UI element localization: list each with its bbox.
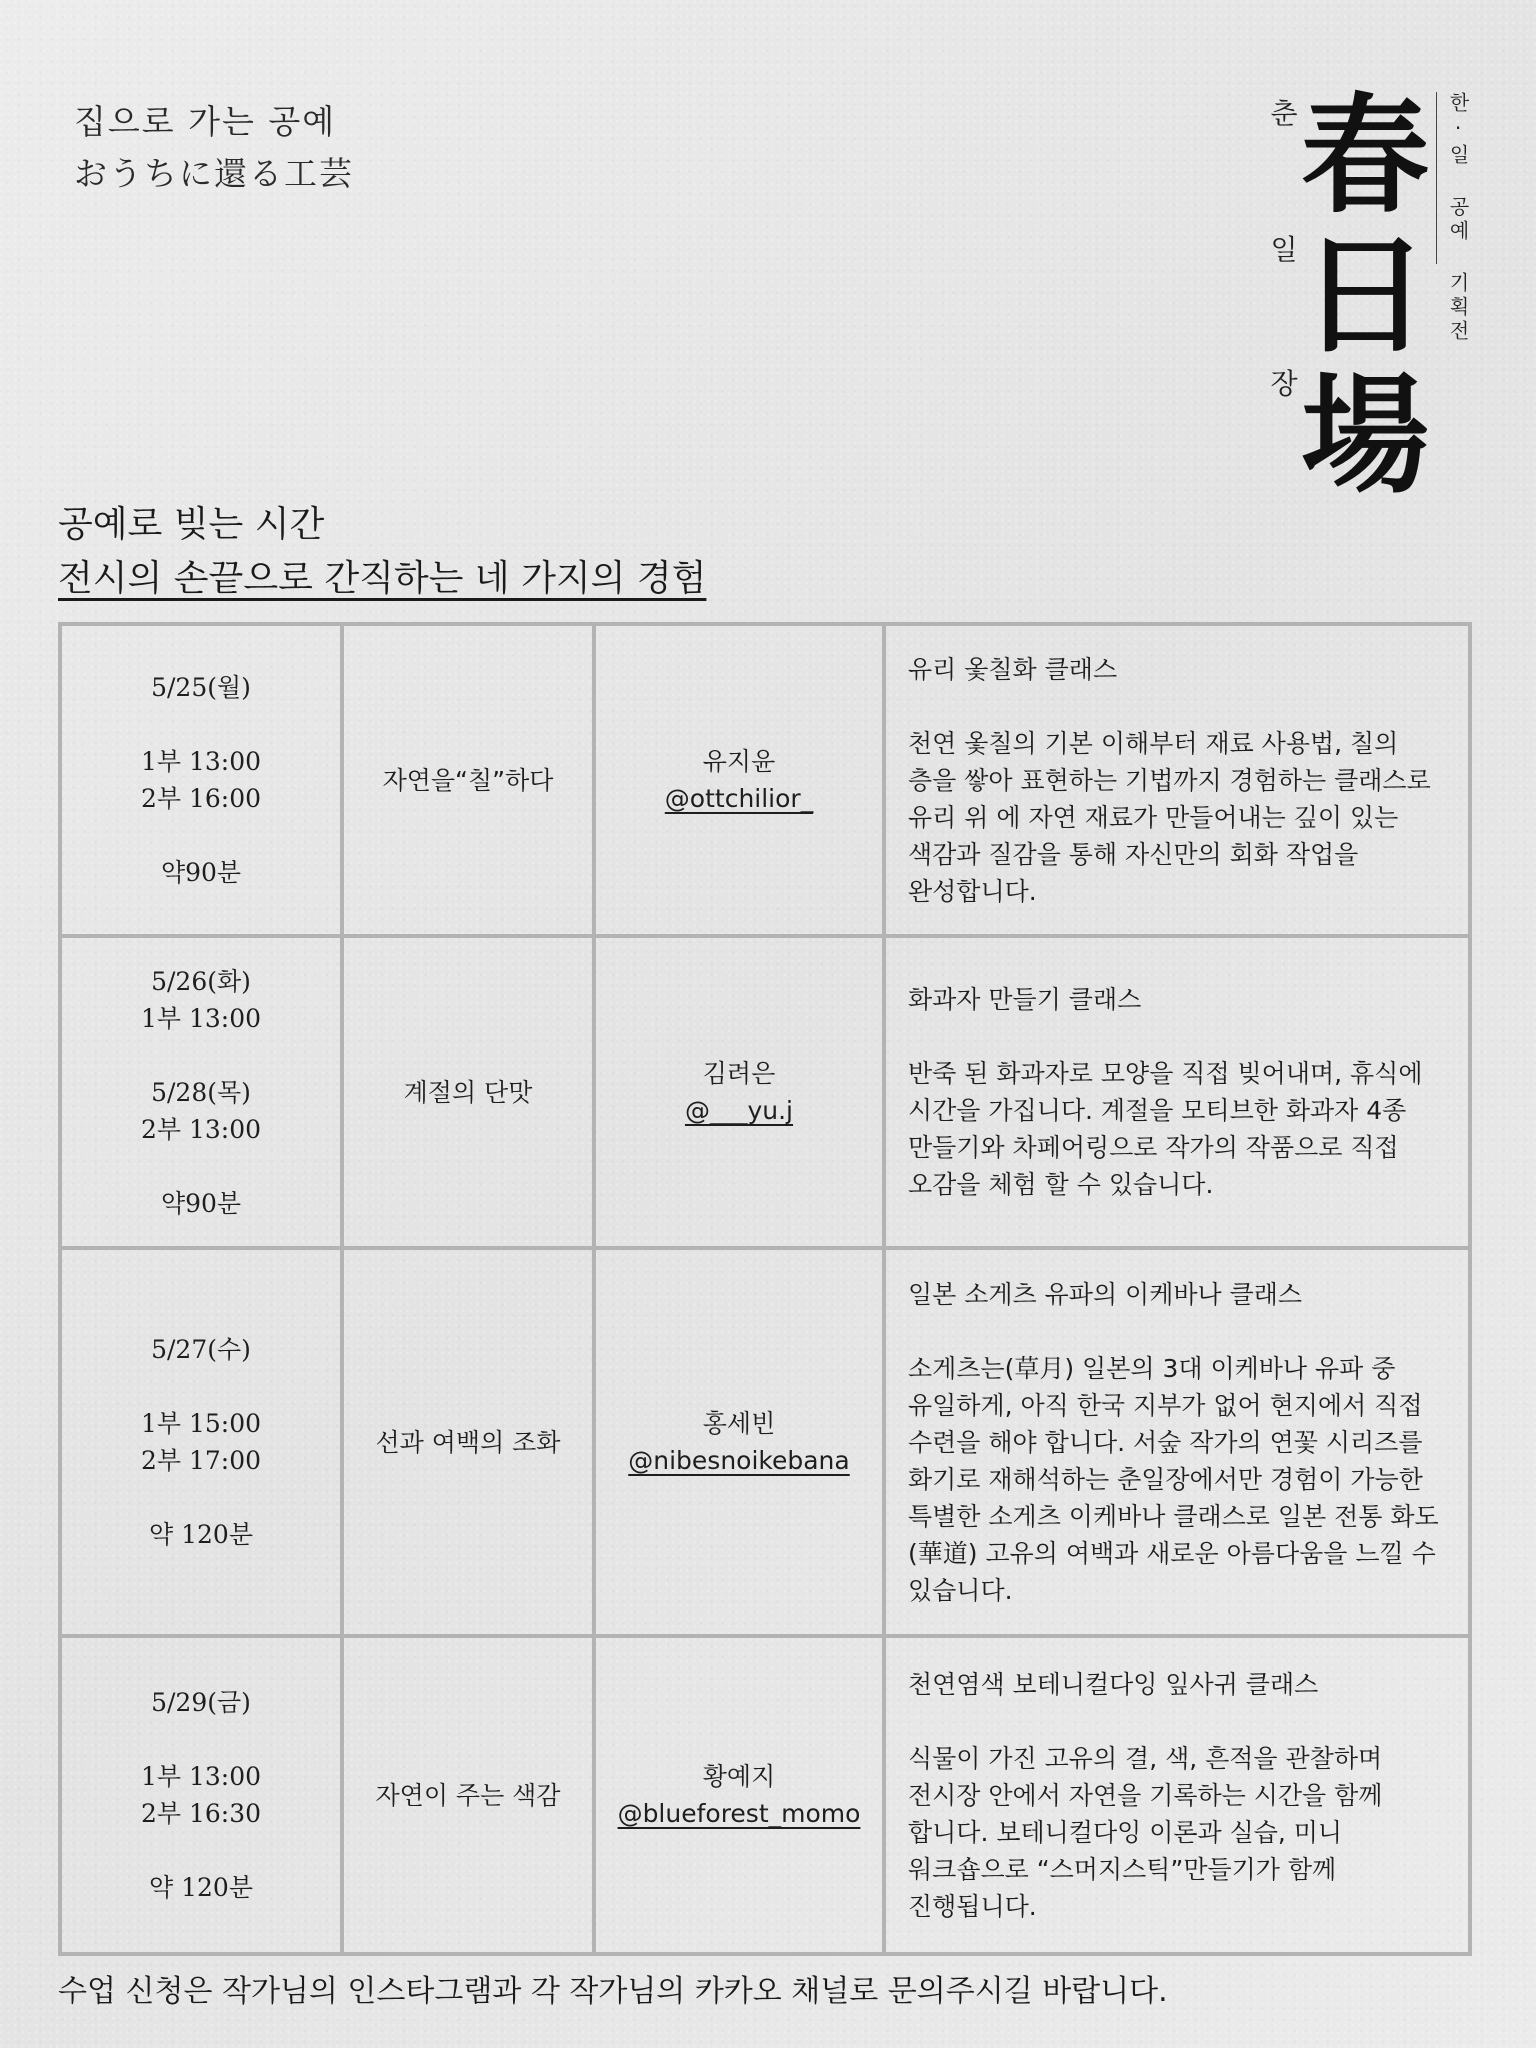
schedule-line: 약90분 xyxy=(160,1188,242,1218)
class-theme: 계절의 단맛 xyxy=(342,936,594,1248)
schedule-line: 약 120분 xyxy=(149,1873,253,1902)
exhibition-subtitle: 한·일 공예 기획전 xyxy=(1446,92,1470,344)
schedule-line: 2부 16:00 xyxy=(140,784,262,813)
schedule-line: 약90분 xyxy=(160,858,242,887)
footer-note: 수업 신청은 작가님의 인스타그램과 각 작가님의 카카오 채널로 문의주시길 바랍니다. xyxy=(58,1974,1168,2009)
schedule-line: 2부 13:00 xyxy=(140,1114,262,1144)
schedule-line: 1부 15:00 xyxy=(140,1409,262,1438)
schedule-line: 약 120분 xyxy=(149,1520,253,1549)
class-row xyxy=(60,936,1470,1248)
class-row xyxy=(60,1248,1470,1636)
schedule-line: 1부 13:00 xyxy=(140,1762,262,1791)
class-description-text: 소게츠는(草月) 일본의 3대 이케바나 유파 중 유일하게, 아직 한국 지부가 없어 현지에서 직접 수련을 해야 합니다. 서숲 작가의 연꽃 시리즈를 화기로 재해석하는 춘일장에서만 경험이 가능한 특별한 소게츠 이케바나 클래스로 일본 전통 화도(華道) 고유의 여백과 새로운 아름다움을 느낄 수 있습니다. xyxy=(908,1353,1439,1605)
class-description xyxy=(884,1636,1470,1954)
class-row xyxy=(60,1636,1470,1954)
artist-instagram-link[interactable]: @blueforest_momo xyxy=(617,1799,861,1828)
class-description xyxy=(884,1248,1470,1636)
schedule-line xyxy=(63,1037,339,1074)
class-theme: 선과 여백의 조화 xyxy=(342,1248,594,1636)
header-tagline xyxy=(74,96,354,200)
intro xyxy=(58,498,706,606)
schedule-line: 5/27(수) xyxy=(151,1335,251,1364)
artist-cell xyxy=(594,1248,884,1636)
artist-name: 황예지 xyxy=(702,1762,776,1791)
class-schedule-cell xyxy=(60,1636,342,1954)
class-description-text: 천연 옻칠의 기본 이해부터 재료 사용법, 칠의 층을 쌓아 표현하는 기법까지 경험하는 클래스로 유리 위 에 자연 재료가 만들어내는 깊이 있는 색감과 질감을 통해 자신만의 회화 작업을 완성합니다. xyxy=(908,728,1431,906)
title-char-2: 日 xyxy=(1300,221,1429,371)
class-name: 유리 옻칠화 클래스 xyxy=(908,654,1118,684)
title-reading-3: 장 xyxy=(1270,367,1298,400)
schedule-line xyxy=(63,1148,339,1185)
schedule-line xyxy=(63,706,339,743)
schedule-line: 2부 16:30 xyxy=(140,1799,262,1828)
schedule-line: 2부 17:00 xyxy=(140,1446,262,1475)
class-theme: 자연이 주는 색감 xyxy=(342,1636,594,1954)
title-char-3: 場 xyxy=(1300,361,1429,511)
artist-cell xyxy=(594,1636,884,1954)
intro-line-1: 공예로 빚는 시간 xyxy=(58,504,325,545)
class-schedule-cell xyxy=(60,1248,342,1636)
artist-instagram-link[interactable]: @nibesnoikebana xyxy=(628,1446,850,1475)
title-reading-1: 춘 xyxy=(1270,97,1298,130)
class-description-text: 반죽 된 화과자로 모양을 직접 빚어내며, 휴식에 시간을 가집니다. 계절을 모티브한 화과자 4종 만들기와 차페어링으로 작가의 작품으로 직접 오감을 체험 할 수 있습니다. xyxy=(908,1059,1423,1199)
schedule-line xyxy=(63,1832,339,1869)
artist-name: 홍세빈 xyxy=(702,1409,776,1438)
artist-name: 김려은 xyxy=(702,1059,776,1088)
exhibition-title xyxy=(1300,81,1430,511)
class-name: 화과자 만들기 클래스 xyxy=(908,985,1142,1014)
title-divider xyxy=(1436,92,1437,264)
schedule-line xyxy=(63,1479,339,1516)
class-row xyxy=(60,624,1470,936)
title-char-1: 春 xyxy=(1300,81,1429,231)
artist-cell xyxy=(594,936,884,1248)
artist-cell xyxy=(594,624,884,936)
schedule-line: 5/28(목) xyxy=(151,1077,251,1107)
schedule-line: 1부 13:00 xyxy=(140,747,262,776)
schedule-line xyxy=(63,817,339,854)
class-theme: 자연을“칠”하다 xyxy=(342,624,594,936)
schedule-line: 5/29(금) xyxy=(151,1688,251,1717)
tagline-korean: 집으로 가는 공예 xyxy=(74,102,337,141)
class-description-text: 식물이 가진 고유의 결, 색, 흔적을 관찰하며 전시장 안에서 자연을 기록하는 시간을 함께 합니다. 보테니컬다잉 이론과 실습, 미니 워크숍으로 “스머지스틱”만들기가 함께 진행됩니다. xyxy=(908,1743,1383,1921)
schedule-line xyxy=(63,1721,339,1758)
schedule-line xyxy=(63,1368,339,1405)
artist-instagram-link[interactable]: @ottchilior_ xyxy=(664,784,814,813)
artist-name: 유지윤 xyxy=(702,747,776,776)
class-name: 천연염색 보테니컬다잉 잎사귀 클래스 xyxy=(908,1669,1319,1699)
class-name: 일본 소게츠 유파의 이케바나 클래스 xyxy=(908,1279,1303,1309)
tagline-japanese: おうちに還る工芸 xyxy=(74,154,354,193)
title-reading-2: 일 xyxy=(1270,233,1298,266)
artist-instagram-link[interactable]: @___yu.j xyxy=(684,1096,794,1125)
class-description xyxy=(884,624,1470,936)
class-description xyxy=(884,936,1470,1248)
class-schedule-cell xyxy=(60,624,342,936)
schedule-line: 1부 13:00 xyxy=(140,1003,262,1033)
schedule-line: 5/25(월) xyxy=(151,673,251,702)
class-schedule-cell xyxy=(60,936,342,1248)
class-schedule-table xyxy=(58,622,1472,1956)
schedule-line: 5/26(화) xyxy=(151,966,251,996)
intro-line-2: 전시의 손끝으로 간직하는 네 가지의 경험 xyxy=(58,558,707,599)
